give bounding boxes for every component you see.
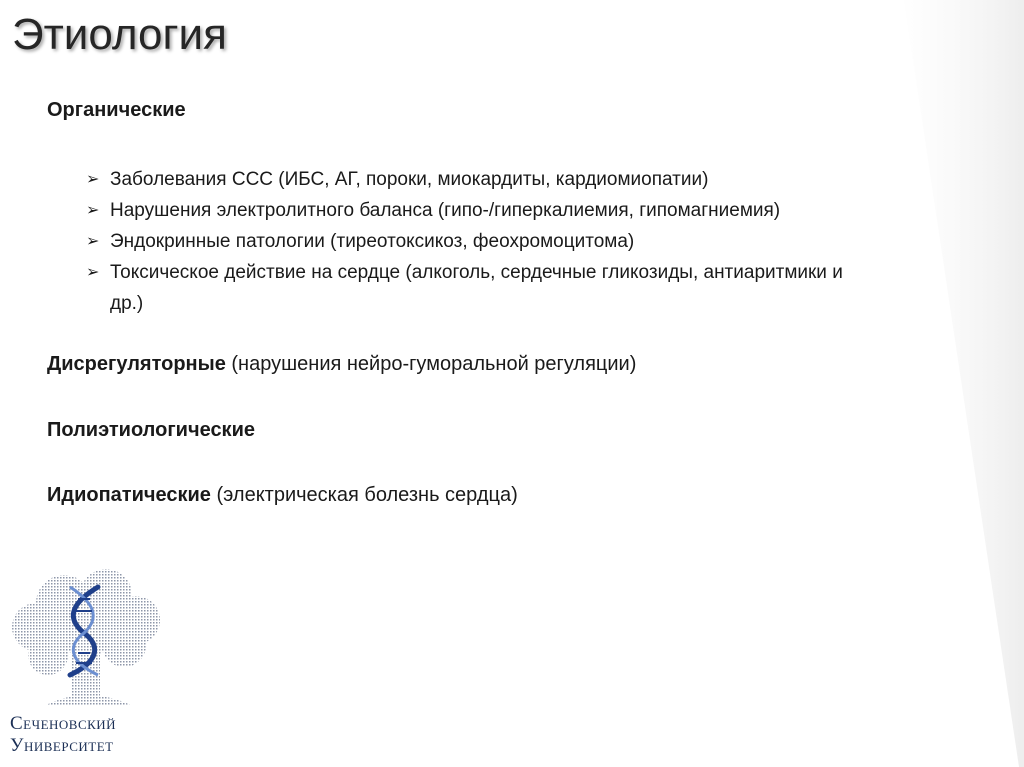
- list-item: [86, 195, 966, 226]
- university-name-line1: Сеченовский: [10, 713, 117, 734]
- list-item-text: Заболевания ССС (ИБС, АГ, пороки, миокардиты, кардиомиопатии): [110, 169, 709, 190]
- tree-dna-logo-icon: [6, 565, 178, 710]
- organic-causes-list: [86, 164, 966, 319]
- arrow-bullet-icon: ➢: [86, 202, 100, 219]
- arrow-bullet-icon: ➢: [86, 233, 100, 250]
- list-item-text: Токсическое действие на сердце (алкоголь, сердечные гликозиды, антиаритмики и др.): [110, 262, 843, 314]
- section-note-dysregulatory: (нарушения нейро-гуморальной регуляции): [231, 353, 637, 375]
- section-title-idiopathic: Идиопатические: [47, 484, 211, 506]
- arrow-bullet-icon: ➢: [86, 264, 100, 281]
- section-heading-organic: Органические: [47, 99, 186, 121]
- section-heading-idiopathic: [47, 484, 518, 507]
- list-item: [86, 226, 966, 257]
- list-item-text: Нарушения электролитного баланса (гипо-/гиперкалиемия, гипомагниемия): [110, 200, 781, 221]
- list-item-text: Эндокринные патологии (тиреотоксикоз, феохромоцитома): [110, 231, 635, 252]
- university-logo: [6, 565, 178, 765]
- list-item: [86, 257, 966, 319]
- arrow-bullet-icon: ➢: [86, 171, 100, 188]
- section-note-idiopathic: (электрическая болезнь сердца): [216, 484, 518, 506]
- university-name: [10, 713, 116, 757]
- list-item: [86, 164, 966, 195]
- section-heading-polyetiologic: Полиэтиологические: [47, 419, 255, 441]
- university-name-line2: Университет: [10, 735, 114, 756]
- section-heading-dysregulatory: [47, 353, 636, 376]
- page-curl-decoration: [864, 0, 1024, 767]
- slide-title: Этиология: [12, 10, 227, 59]
- section-title-dysregulatory: Дисрегуляторные: [47, 353, 226, 375]
